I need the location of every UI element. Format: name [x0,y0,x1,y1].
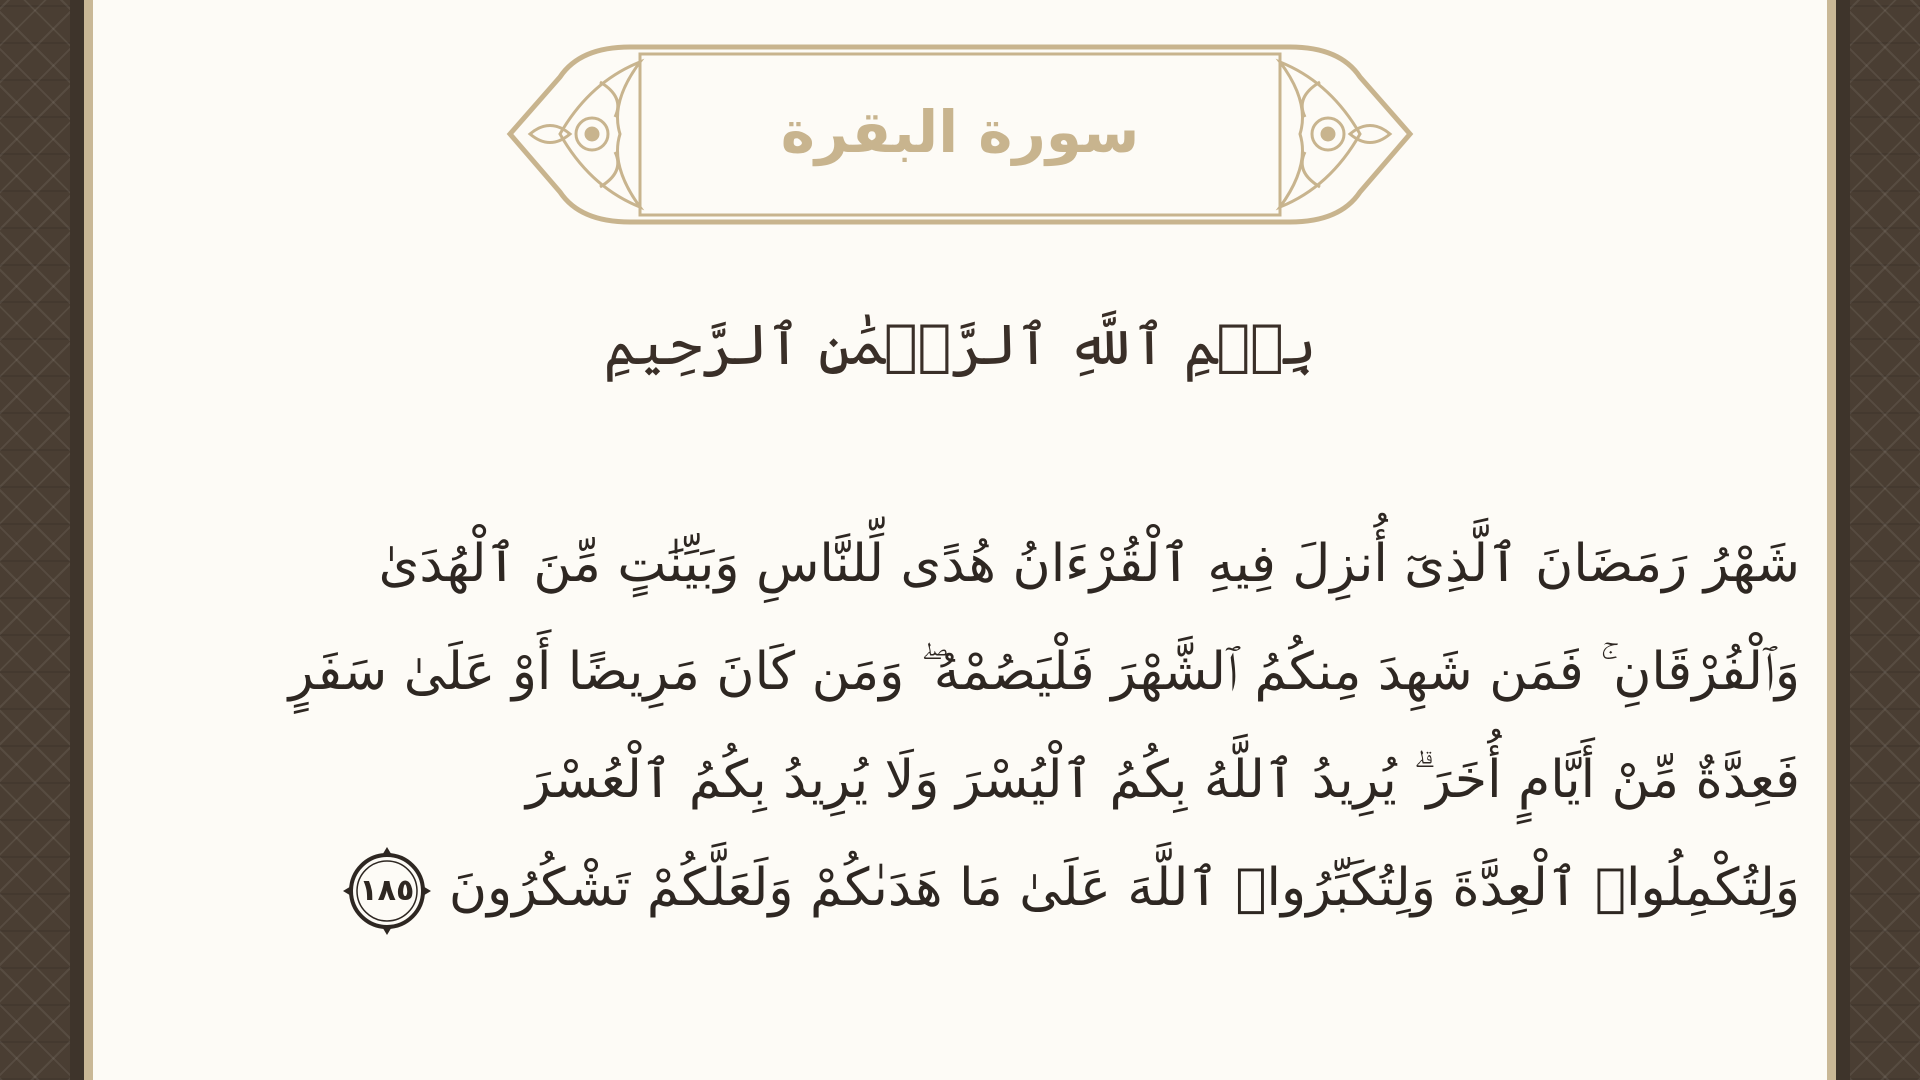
verse-line-4: وَلِتُكْمِلُوا۟ ٱلْعِدَّةَ وَلِتُكَبِّرُوا۟ ٱللَّهَ عَلَىٰ مَا هَدَىٰكُمْ وَلَعَلَّكُمْ تَشْكُرُونَ [448,858,1800,918]
right-gold-rule [1827,0,1836,1080]
basmala: بِسۡمِ ٱللَّهِ ٱلرَّحۡمَٰنِ ٱلرَّحِيمِ [603,312,1317,378]
ayah-number: ١٨٥ [359,873,415,908]
verse-line-4-wrapper [100,834,1800,942]
left-ornamental-border [0,0,70,1080]
verse-line-1: شَهْرُ رَمَضَانَ ٱلَّذِىٓ أُنزِلَ فِيهِ ٱلْقُرْءَانُ هُدًى لِّلنَّاسِ وَبَيِّنَٰتٍ مِّنَ ٱلْهُدَىٰ [378,534,1800,594]
ayah-end-marker [339,843,435,939]
right-ornamental-border [1850,0,1920,1080]
surah-title: سورة البقرة [780,98,1140,166]
verse-line-3: فَعِدَّةٌ مِّنْ أَيَّامٍ أُخَرَ ۗ يُرِيدُ ٱللَّهُ بِكُمُ ٱلْيُسْرَ وَلَا يُرِيدُ بِكُمُ ٱلْعُسْرَ [525,750,1800,810]
surah-title-cartouche [500,42,1420,227]
verse-line-2: وَٱلْفُرْقَانِ ۚ فَمَن شَهِدَ مِنكُمُ ٱلشَّهْرَ فَلْيَصُمْهُ ۖ وَمَن كَانَ مَرِيضًا أَوْ عَلَىٰ سَفَرٍ [288,642,1800,702]
verse-text [100,510,1800,942]
left-gold-rule [84,0,93,1080]
